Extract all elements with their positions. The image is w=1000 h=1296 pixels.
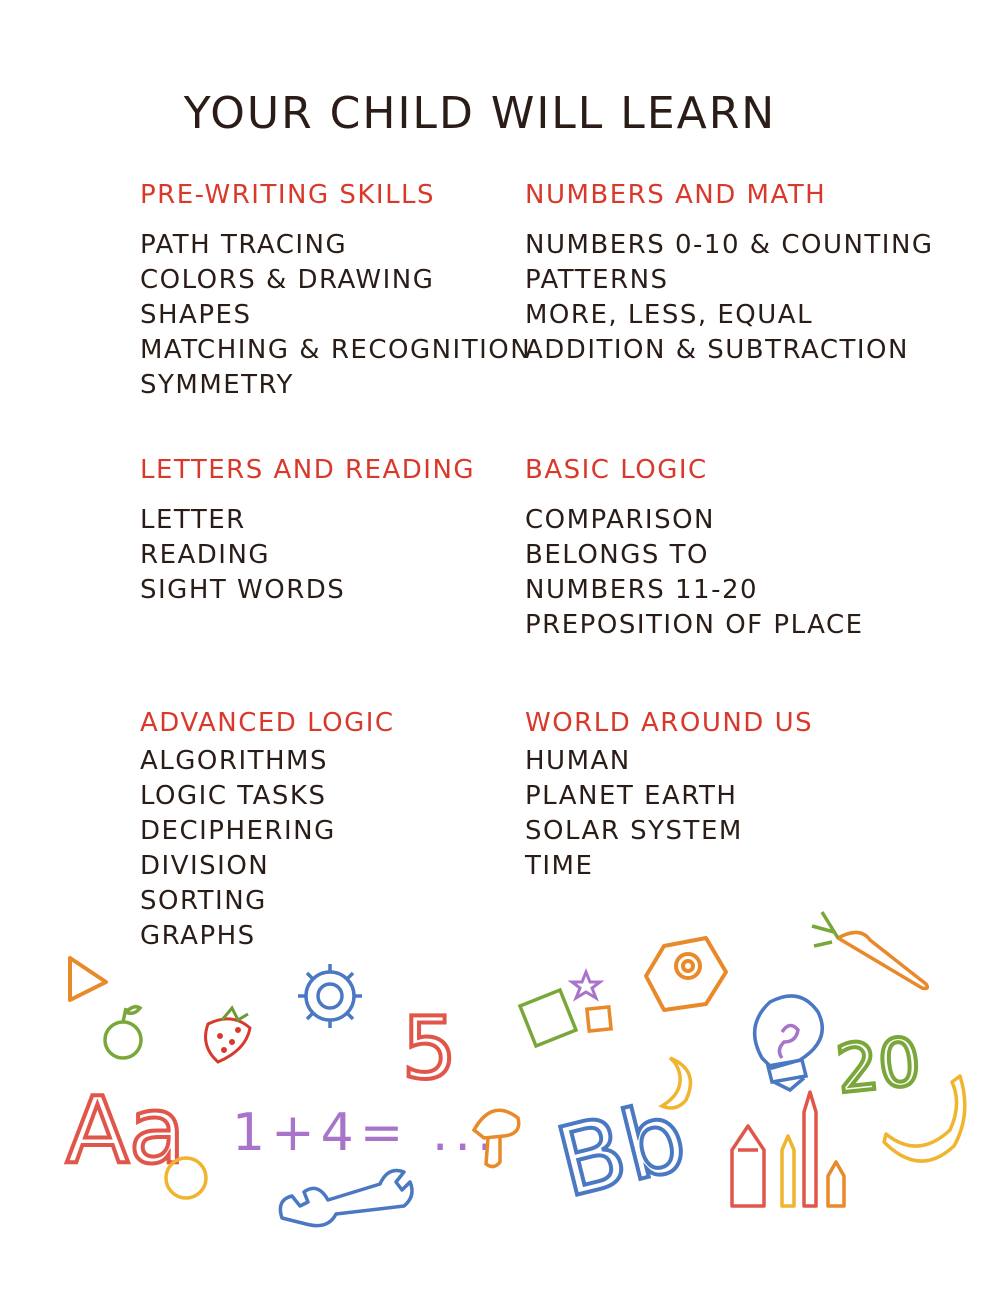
equation-text: 1+4= ...: [232, 1103, 500, 1163]
letters-aa: Aa: [66, 1077, 186, 1184]
list-item: SORTING: [140, 886, 267, 916]
section-heading: LETTERS AND READING: [140, 455, 476, 485]
list-item: BELONGS TO: [525, 540, 709, 570]
list-item: MORE, LESS, EQUAL: [525, 300, 814, 330]
section-letters-reading: [140, 455, 475, 608]
list-item: DIVISION: [140, 851, 270, 881]
list-item: NUMBERS 11-20: [525, 575, 759, 605]
section-pre-writing: [140, 180, 531, 403]
list-item: READING: [140, 540, 271, 570]
list-item: ALGORITHMS: [140, 746, 328, 776]
list-item: PATTERNS: [525, 265, 669, 295]
list-item: COMPARISON: [525, 505, 716, 535]
list-item: MATCHING & RECOGNITION: [140, 335, 532, 365]
lightbulb-icon: [755, 996, 823, 1090]
list-item: LOGIC TASKS: [140, 781, 327, 811]
list-item: HUMAN: [525, 746, 631, 776]
list-item: GRAPHS: [140, 921, 256, 951]
list-item: TIME: [525, 851, 594, 881]
list-item: PLANET EARTH: [525, 781, 738, 811]
list-item: DECIPHERING: [140, 816, 336, 846]
section-heading: BASIC LOGIC: [525, 455, 708, 485]
list-item: PATH TRACING: [140, 230, 348, 260]
section-basic-logic: [525, 455, 864, 643]
list-item: SYMMETRY: [140, 370, 294, 400]
list-item: ADDITION & SUBTRACTION: [525, 335, 909, 365]
wrench-icon: [280, 1171, 412, 1226]
list-item: NUMBERS 0-10 & COUNTING: [525, 230, 934, 260]
section-numbers-math: [525, 180, 934, 368]
letters-bb: Bb: [546, 1079, 697, 1220]
doodle-illustrations: [0, 900, 1000, 1296]
section-heading: WORLD AROUND US: [525, 708, 814, 738]
nut-icon: [646, 938, 726, 1010]
apple-icon: [105, 1007, 141, 1058]
list-item: SOLAR SYSTEM: [525, 816, 743, 846]
section-world-around-us: [525, 708, 813, 884]
list-item: COLORS & DRAWING: [140, 265, 435, 295]
triangle-icon: [70, 958, 106, 1000]
number-twenty: 20: [832, 1023, 925, 1109]
list-item: LETTER: [140, 505, 246, 535]
carrot-icon: [812, 912, 927, 989]
pencils-icon: [732, 1092, 844, 1206]
list-item: SIGHT WORDS: [140, 575, 346, 605]
list-item: PREPOSITION OF PLACE: [525, 610, 864, 640]
list-item: SHAPES: [140, 300, 252, 330]
section-heading: ADVANCED LOGIC: [140, 708, 395, 738]
section-heading: NUMBERS AND MATH: [525, 180, 827, 210]
page-title: YOUR CHILD WILL LEARN: [183, 88, 777, 139]
star-icon: [572, 972, 600, 998]
gear-icon: [298, 964, 362, 1028]
strawberry-icon: [206, 1008, 250, 1062]
number-five: 5: [402, 999, 457, 1099]
section-heading: PRE-WRITING SKILLS: [140, 180, 436, 210]
